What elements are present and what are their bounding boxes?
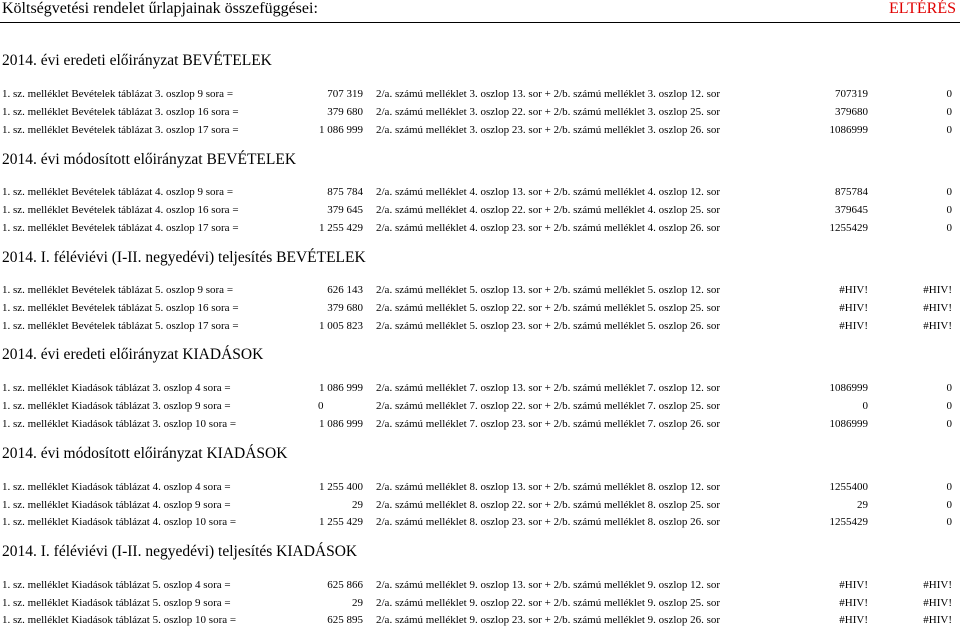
row-result: 1086999 bbox=[829, 382, 868, 394]
row-label: 1. sz. melléklet Kiadások táblázat 4. oszlop 4 sora = bbox=[2, 481, 231, 493]
row-value: 875 784 bbox=[327, 186, 363, 198]
row-formula: 2/a. számú melléklet 5. oszlop 13. sor + 2/b. számú melléklet 5. oszlop 12. sor bbox=[376, 284, 721, 296]
table-row bbox=[0, 317, 960, 335]
table-row bbox=[0, 513, 960, 531]
table-row bbox=[0, 183, 960, 201]
row-difference: #HIV! bbox=[923, 320, 952, 332]
row-formula: 2/a. számú melléklet 7. oszlop 13. sor + 2/b. számú melléklet 7. oszlop 12. sor bbox=[376, 382, 721, 394]
section-title: 2014. évi eredeti előirányzat KIADÁSOK bbox=[2, 346, 264, 363]
row-result: 379645 bbox=[835, 204, 868, 216]
table-row bbox=[0, 103, 960, 121]
row-result: 379680 bbox=[835, 106, 868, 118]
table-row bbox=[0, 201, 960, 219]
page-header bbox=[0, 0, 960, 23]
difference-column-header: ELTÉRÉS bbox=[889, 0, 956, 17]
row-label: 1. sz. melléklet Kiadások táblázat 3. oszlop 4 sora = bbox=[2, 382, 231, 394]
row-value: 626 143 bbox=[327, 284, 363, 296]
row-label: 1. sz. melléklet Bevételek táblázat 5. oszlop 17 sora = bbox=[2, 320, 239, 332]
row-value: 625 895 bbox=[327, 614, 363, 626]
row-difference: 0 bbox=[946, 481, 952, 493]
table-row bbox=[0, 299, 960, 317]
row-label: 1. sz. melléklet Bevételek táblázat 3. oszlop 16 sora = bbox=[2, 106, 239, 118]
row-result: #HIV! bbox=[839, 614, 868, 626]
table-row bbox=[0, 121, 960, 139]
row-difference: 0 bbox=[946, 418, 952, 430]
row-formula: 2/a. számú melléklet 3. oszlop 23. sor + 2/b. számú melléklet 3. oszlop 26. sor bbox=[376, 124, 721, 136]
row-formula: 2/a. számú melléklet 8. oszlop 23. sor + 2/b. számú melléklet 8. oszlop 26. sor bbox=[376, 516, 721, 528]
row-value: 0 bbox=[318, 400, 324, 412]
row-difference: 0 bbox=[946, 88, 952, 100]
row-result: 0 bbox=[862, 400, 868, 412]
row-result: 1255429 bbox=[829, 516, 868, 528]
row-result: 1086999 bbox=[829, 124, 868, 136]
row-result: #HIV! bbox=[839, 320, 868, 332]
row-label: 1. sz. melléklet Kiadások táblázat 3. oszlop 9 sora = bbox=[2, 400, 231, 412]
row-value: 1 255 429 bbox=[319, 222, 363, 234]
row-result: 875784 bbox=[835, 186, 868, 198]
row-formula: 2/a. számú melléklet 5. oszlop 23. sor + 2/b. számú melléklet 5. oszlop 26. sor bbox=[376, 320, 721, 332]
table-row bbox=[0, 379, 960, 397]
table-row bbox=[0, 478, 960, 496]
row-value: 29 bbox=[352, 499, 363, 511]
row-value: 29 bbox=[352, 597, 363, 609]
row-result: 1255429 bbox=[829, 222, 868, 234]
row-formula: 2/a. számú melléklet 7. oszlop 22. sor + 2/b. számú melléklet 7. oszlop 25. sor bbox=[376, 400, 721, 412]
table-row bbox=[0, 281, 960, 299]
row-result: 29 bbox=[857, 499, 868, 511]
row-difference: 0 bbox=[946, 222, 952, 234]
row-label: 1. sz. melléklet Bevételek táblázat 5. oszlop 16 sora = bbox=[2, 302, 239, 314]
row-difference: #HIV! bbox=[923, 579, 952, 591]
row-label: 1. sz. melléklet Bevételek táblázat 3. oszlop 17 sora = bbox=[2, 124, 239, 136]
row-label: 1. sz. melléklet Bevételek táblázat 4. oszlop 9 sora = bbox=[2, 186, 234, 198]
row-value: 379 680 bbox=[327, 302, 363, 314]
row-formula: 2/a. számú melléklet 9. oszlop 22. sor + 2/b. számú melléklet 9. oszlop 25. sor bbox=[376, 597, 721, 609]
row-value: 379 680 bbox=[327, 106, 363, 118]
row-formula: 2/a. számú melléklet 4. oszlop 13. sor + 2/b. számú melléklet 4. oszlop 12. sor bbox=[376, 186, 721, 198]
row-formula: 2/a. számú melléklet 9. oszlop 23. sor + 2/b. számú melléklet 9. oszlop 26. sor bbox=[376, 614, 721, 626]
row-value: 379 645 bbox=[327, 204, 363, 216]
row-result: #HIV! bbox=[839, 579, 868, 591]
row-formula: 2/a. számú melléklet 5. oszlop 22. sor + 2/b. számú melléklet 5. oszlop 25. sor bbox=[376, 302, 721, 314]
row-difference: #HIV! bbox=[923, 597, 952, 609]
section-title: 2014. évi módosított előirányzat BEVÉTELEK bbox=[2, 151, 297, 168]
row-value: 1 086 999 bbox=[319, 124, 363, 136]
row-value: 707 319 bbox=[327, 88, 363, 100]
row-value: 1 086 999 bbox=[319, 382, 363, 394]
section-title: 2014. I. féléviévi (I-II. negyedévi) teljesítés BEVÉTELEK bbox=[2, 249, 366, 266]
row-difference: 0 bbox=[946, 204, 952, 216]
table-row bbox=[0, 415, 960, 433]
section-title: 2014. évi módosított előirányzat KIADÁSOK bbox=[2, 445, 288, 462]
table-row bbox=[0, 611, 960, 629]
row-label: 1. sz. melléklet Bevételek táblázat 4. oszlop 16 sora = bbox=[2, 204, 239, 216]
row-formula: 2/a. számú melléklet 3. oszlop 13. sor + 2/b. számú melléklet 3. oszlop 12. sor bbox=[376, 88, 721, 100]
row-formula: 2/a. számú melléklet 7. oszlop 23. sor + 2/b. számú melléklet 7. oszlop 26. sor bbox=[376, 418, 721, 430]
row-result: 707319 bbox=[835, 88, 868, 100]
table-row bbox=[0, 219, 960, 237]
row-difference: 0 bbox=[946, 186, 952, 198]
row-label: 1. sz. melléklet Kiadások táblázat 5. oszlop 4 sora = bbox=[2, 579, 231, 591]
table-row bbox=[0, 397, 960, 415]
section-title: 2014. I. féléviévi (I-II. negyedévi) teljesítés KIADÁSOK bbox=[2, 543, 358, 560]
row-result: #HIV! bbox=[839, 284, 868, 296]
row-difference: 0 bbox=[946, 124, 952, 136]
row-value: 1 255 429 bbox=[319, 516, 363, 528]
table-row bbox=[0, 85, 960, 103]
row-label: 1. sz. melléklet Kiadások táblázat 4. oszlop 10 sora = bbox=[2, 516, 237, 528]
row-result: 1255400 bbox=[829, 481, 868, 493]
row-difference: 0 bbox=[946, 400, 952, 412]
table-row bbox=[0, 594, 960, 612]
page-title: Költségvetési rendelet űrlapjainak összefüggései: bbox=[2, 0, 318, 17]
section-title: 2014. évi eredeti előirányzat BEVÉTELEK bbox=[2, 52, 272, 69]
row-formula: 2/a. számú melléklet 4. oszlop 23. sor + 2/b. számú melléklet 4. oszlop 26. sor bbox=[376, 222, 721, 234]
row-label: 1. sz. melléklet Kiadások táblázat 3. oszlop 10 sora = bbox=[2, 418, 237, 430]
row-label: 1. sz. melléklet Kiadások táblázat 5. oszlop 9 sora = bbox=[2, 597, 231, 609]
row-formula: 2/a. számú melléklet 9. oszlop 13. sor + 2/b. számú melléklet 9. oszlop 12. sor bbox=[376, 579, 721, 591]
row-result: 1086999 bbox=[829, 418, 868, 430]
row-difference: #HIV! bbox=[923, 614, 952, 626]
row-value: 1 005 823 bbox=[319, 320, 363, 332]
row-label: 1. sz. melléklet Bevételek táblázat 5. oszlop 9 sora = bbox=[2, 284, 234, 296]
row-value: 1 255 400 bbox=[319, 481, 363, 493]
row-formula: 2/a. számú melléklet 3. oszlop 22. sor + 2/b. számú melléklet 3. oszlop 25. sor bbox=[376, 106, 721, 118]
row-label: 1. sz. melléklet Kiadások táblázat 5. oszlop 10 sora = bbox=[2, 614, 237, 626]
table-row bbox=[0, 576, 960, 594]
row-difference: #HIV! bbox=[923, 284, 952, 296]
row-difference: 0 bbox=[946, 106, 952, 118]
row-result: #HIV! bbox=[839, 597, 868, 609]
row-label: 1. sz. melléklet Bevételek táblázat 3. oszlop 9 sora = bbox=[2, 88, 234, 100]
row-difference: 0 bbox=[946, 516, 952, 528]
row-formula: 2/a. számú melléklet 4. oszlop 22. sor + 2/b. számú melléklet 4. oszlop 25. sor bbox=[376, 204, 721, 216]
row-label: 1. sz. melléklet Kiadások táblázat 4. oszlop 9 sora = bbox=[2, 499, 231, 511]
row-difference: 0 bbox=[946, 499, 952, 511]
row-result: #HIV! bbox=[839, 302, 868, 314]
row-label: 1. sz. melléklet Bevételek táblázat 4. oszlop 17 sora = bbox=[2, 222, 239, 234]
row-difference: 0 bbox=[946, 382, 952, 394]
row-value: 1 086 999 bbox=[319, 418, 363, 430]
table-row bbox=[0, 496, 960, 514]
row-formula: 2/a. számú melléklet 8. oszlop 13. sor + 2/b. számú melléklet 8. oszlop 12. sor bbox=[376, 481, 721, 493]
row-value: 625 866 bbox=[327, 579, 363, 591]
row-difference: #HIV! bbox=[923, 302, 952, 314]
row-formula: 2/a. számú melléklet 8. oszlop 22. sor + 2/b. számú melléklet 8. oszlop 25. sor bbox=[376, 499, 721, 511]
